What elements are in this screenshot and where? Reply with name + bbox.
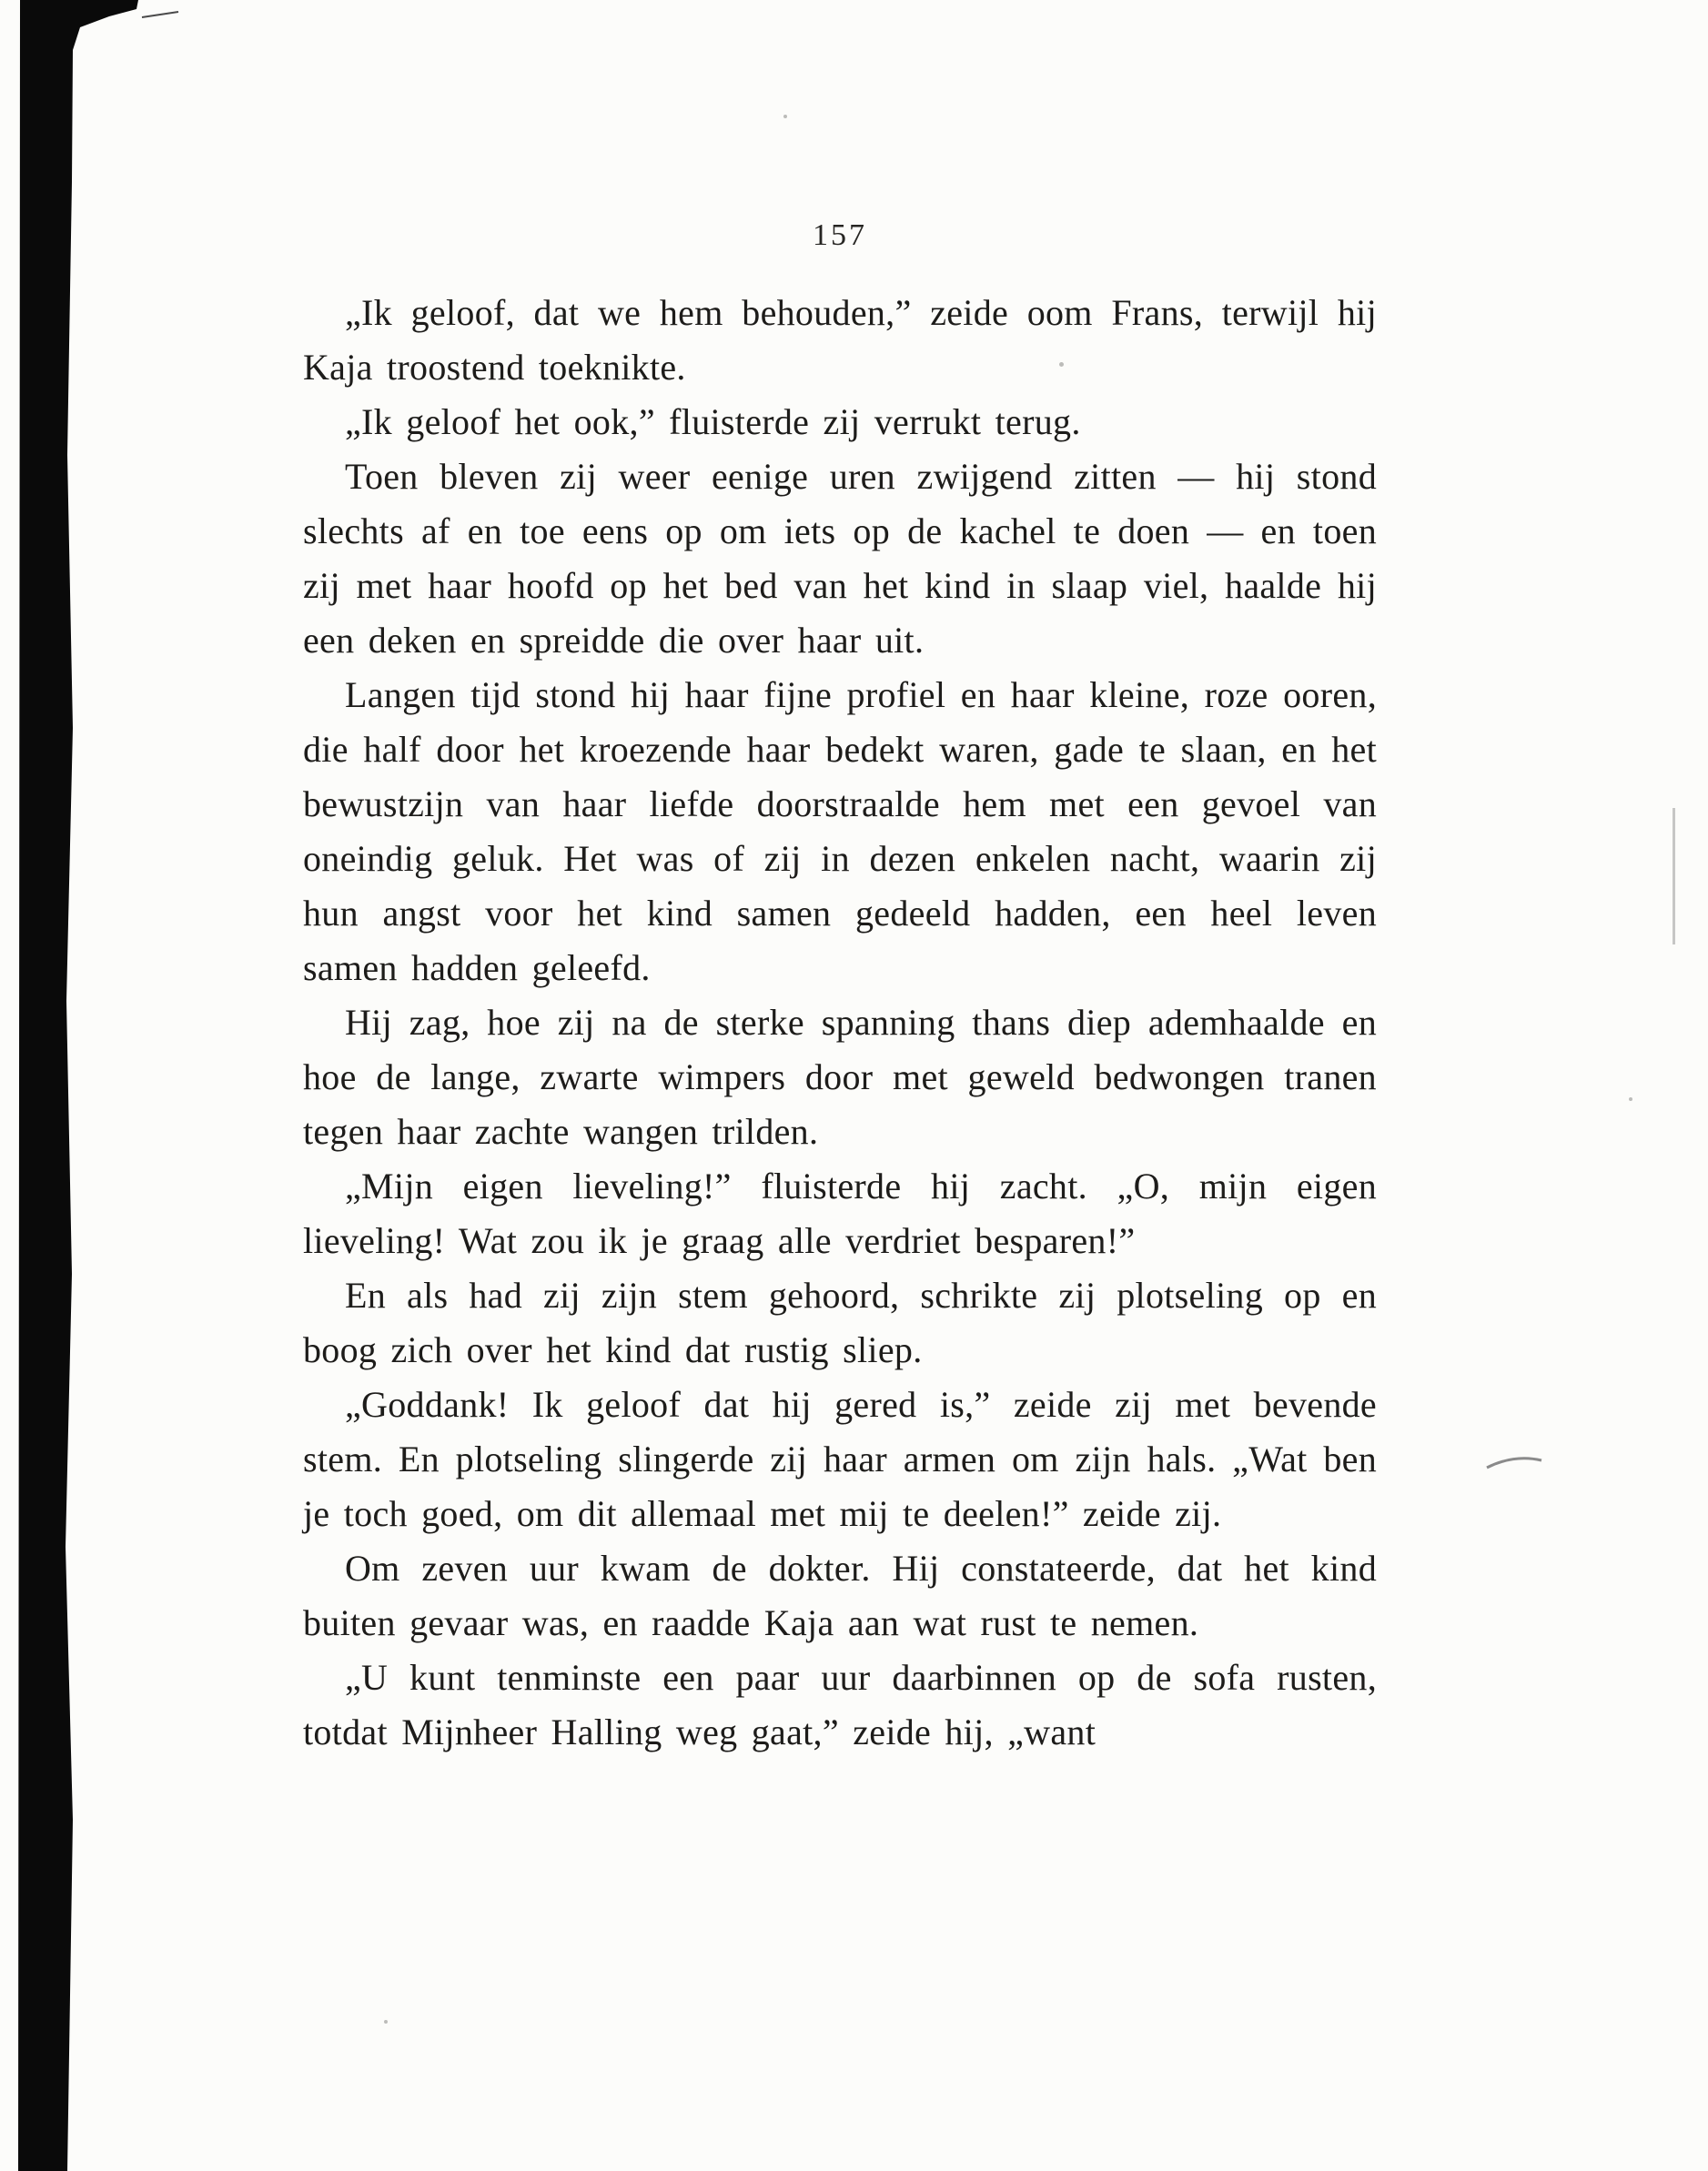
paragraph-2: „Ik geloof het ook,” fluisterde zij verrukt terug. <box>345 401 1081 442</box>
scan-artifact-speck <box>1629 1097 1632 1101</box>
scan-artifact-vertical-line <box>1673 808 1675 944</box>
paragraph-5: Hij zag, hoe zij na de sterke spanning thans diep ademhaalde en hoe de lange, zwarte wimpers door met geweld bedwongen tranen tegen haar zachte wangen trilden. <box>303 1002 1377 1152</box>
paragraph-9: Om zeven uur kwam de dokter. Hij constateerde, dat het kind buiten gevaar was, en raadde Kaja aan wat rust te nemen. <box>303 1548 1377 1643</box>
scan-artifact-speck <box>783 115 787 118</box>
paragraph-1: „Ik geloof, dat we hem behouden,” zeide oom Frans, terwijl hij Kaja troostend toeknikte. <box>303 292 1377 388</box>
text-block <box>303 218 1377 1760</box>
paragraph-6: „Mijn eigen lieveling!” fluisterde hij zacht. „O, mijn eigen lieveling! Wat zou ik je graag alle verdriet besparen!” <box>303 1166 1377 1261</box>
page-number: 157 <box>813 218 867 252</box>
paragraph-3: Toen bleven zij weer eenige uren zwijgend zitten — hij stond slechts af en toe eens op om iets op de kachel te doen — en toen zij met haar hoofd op het bed van het kind in slaap viel, haalde hij een deken en spreidde die over haar uit. <box>303 456 1377 661</box>
paragraph-7: En als had zij zijn stem gehoord, schrikte zij plotseling op en boog zich over het kind dat rustig sliep. <box>303 1275 1377 1370</box>
binding-shadow <box>0 0 182 2171</box>
scan-artifact-pen-stroke <box>1485 1454 1543 1472</box>
scan-artifact-speck <box>384 2020 388 2024</box>
paragraph-4: Langen tijd stond hij haar fijne profiel en haar kleine, roze ooren, die half door het kroezende haar bedekt waren, gade te slaan, en het bewustzijn van haar liefde doorstraalde hem met een gevoel van oneindig geluk. Het was of zij in dezen enkelen nacht, waarin zij hun angst voor het kind samen gedeeld hadden, een heel leven samen hadden geleefd. <box>303 674 1377 988</box>
paragraph-8: „Goddank! Ik geloof dat hij gered is,” zeide zij met bevende stem. En plotseling slingerde zij haar armen om zijn hals. „Wat ben je toch goed, om dit allemaal met mij te deelen!” zeide zij. <box>303 1384 1377 1534</box>
paragraph-10: „U kunt tenminste een paar uur daarbinnen op de sofa rusten, totdat Mijnheer Halling weg gaat,” zeide hij, „want <box>303 1657 1377 1752</box>
